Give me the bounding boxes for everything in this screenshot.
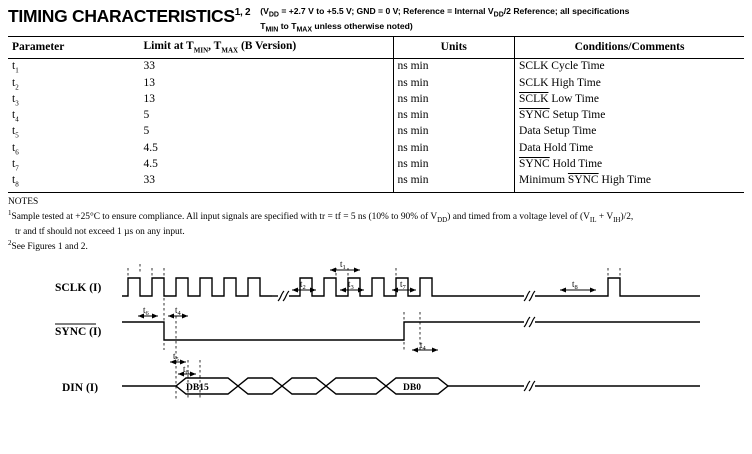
marker-t4-sync: $t_4$ (175, 305, 181, 318)
marker-t5-din: $t_5$ (173, 351, 179, 364)
marker-t3: $t_3$ (348, 279, 354, 292)
table-row (8, 76, 744, 92)
note-1-continued: tr and tf should not exceed 1 µs on any input. (15, 226, 185, 237)
table-row (8, 92, 744, 108)
cell-conditions: SYNC Setup Time (515, 108, 744, 124)
cell-limit: 4.5 (143, 141, 158, 154)
cell-units: ns min (393, 108, 515, 124)
cell-conditions: SCLK Low Time (515, 92, 744, 108)
cell-parameter: $t_1$ (12, 60, 19, 75)
table-row (8, 173, 744, 192)
cell-parameter: $t_4$ (12, 109, 19, 124)
din-squiggle (524, 381, 535, 391)
sclk-waveform-far-right (535, 278, 700, 296)
din-data-eye-2 (282, 378, 326, 394)
column-header-conditions: Conditions/Comments (515, 37, 744, 59)
din-data-eye-3 (326, 378, 386, 394)
note-2: $^2$See Figures 1 and 2. (8, 239, 88, 253)
cell-limit: 5 (143, 109, 150, 122)
column-header-limit: Limit at $T_{MIN}$, $T_{MAX}$ (B Version) (139, 37, 393, 59)
column-header-units: Units (393, 37, 515, 59)
cell-limit: 4.5 (143, 158, 158, 171)
cell-conditions: SCLK Cycle Time (515, 59, 744, 76)
cell-conditions: Data Setup Time (515, 124, 744, 140)
marker-t6-sync: $t_6$ (143, 305, 149, 318)
marker-t6-din: $t_6$ (183, 364, 189, 377)
table-header-row (8, 37, 744, 59)
cell-units: ns min (393, 157, 515, 173)
cell-conditions: Data Hold Time (515, 141, 744, 157)
notes-heading: NOTES (8, 196, 39, 207)
marker-t4-sync-rise: $t_4$ (420, 340, 426, 353)
cell-units: ns min (393, 124, 515, 140)
signal-label-sync: SYNC (I) (55, 326, 102, 339)
cell-units: ns min (393, 92, 515, 108)
cell-conditions: Minimum SYNC High Time (515, 173, 744, 192)
cell-limit: 33 (143, 60, 155, 73)
cell-units: ns min (393, 141, 515, 157)
column-header-parameter: Parameter (8, 37, 139, 59)
table-head (8, 37, 744, 59)
timing-characteristics-table (8, 36, 744, 193)
cell-parameter: $t_8$ (12, 174, 19, 189)
din-label-db0: DB0 (403, 383, 421, 394)
sclk-waveform-right (289, 278, 444, 296)
sclk-waveform-left (122, 278, 272, 296)
cell-limit: 13 (143, 92, 155, 105)
table-row (8, 59, 744, 76)
sclk-squiggle-2 (524, 291, 535, 301)
din-label-db15: DB15 (186, 383, 209, 394)
signal-label-sclk: SCLK (I) (55, 282, 102, 295)
datasheet-page (0, 6, 752, 454)
diagram-labels (55, 260, 578, 394)
cell-parameter: $t_6$ (12, 141, 19, 157)
cell-units: ns min (393, 173, 515, 192)
cell-limit: 33 (143, 174, 155, 187)
timing-diagram (0, 260, 752, 420)
timing-diagram-svg (0, 260, 752, 420)
cell-limit: 5 (143, 125, 150, 138)
cell-units: ns min (393, 59, 515, 76)
table-body (8, 59, 744, 192)
signal-label-din: DIN (I) (62, 382, 99, 395)
cell-parameter: $t_7$ (12, 158, 19, 173)
title-condition-line-2: $T_{MIN}$ to $T_{MAX}$ unless otherwise noted) (260, 20, 413, 34)
note-1: $^1$Sample tested at +25°C to ensure compliance. All input signals are specified with tr = tf = 5 ns (10% to 90% of $V_{DD}$) and timed from a voltage level of $(V_{IL} + V_{IH})/2$, tr and tf should not exceed 1 µs on any input. (8, 208, 752, 238)
note-2-text: See Figures 1 and 2. (11, 242, 88, 253)
title-conditions (260, 6, 629, 35)
cell-conditions: SYNC Hold Time (515, 157, 744, 173)
reference-lines (128, 264, 620, 400)
sclk-squiggle-1 (278, 291, 289, 301)
table-row (8, 141, 744, 157)
cell-conditions: SCLK High Time (515, 76, 744, 92)
marker-t8: $t_8$ (572, 279, 578, 292)
cell-parameter: $t_2$ (12, 76, 19, 91)
cell-units: ns min (393, 76, 515, 92)
page-title-superscript: 1, 2 (234, 7, 251, 19)
marker-t7: $t_7$ (400, 279, 406, 292)
cell-parameter: $t_5$ (12, 125, 19, 140)
marker-t1: $t_1$ (340, 260, 346, 272)
din-data-eye-1 (238, 378, 282, 394)
title-condition-line-1: ($V_{DD} = +2.7$ V to +5.5 V; GND = 0 V; Reference = Internal $V_{DD}/2$ Reference; all specifications (260, 6, 630, 19)
cell-limit: 13 (143, 76, 155, 89)
cell-parameter: $t_3$ (12, 92, 19, 108)
sync-squiggle (524, 317, 535, 327)
notes-block (8, 197, 752, 255)
section-title-row (8, 6, 752, 32)
marker-t2: $t_2$ (300, 279, 306, 292)
sync-waveform (122, 322, 524, 340)
table-row (8, 157, 744, 173)
page-title-text: TIMING CHARACTERISTICS (8, 6, 235, 26)
page-title (8, 6, 250, 27)
table-row (8, 124, 744, 140)
table-row (8, 108, 744, 124)
